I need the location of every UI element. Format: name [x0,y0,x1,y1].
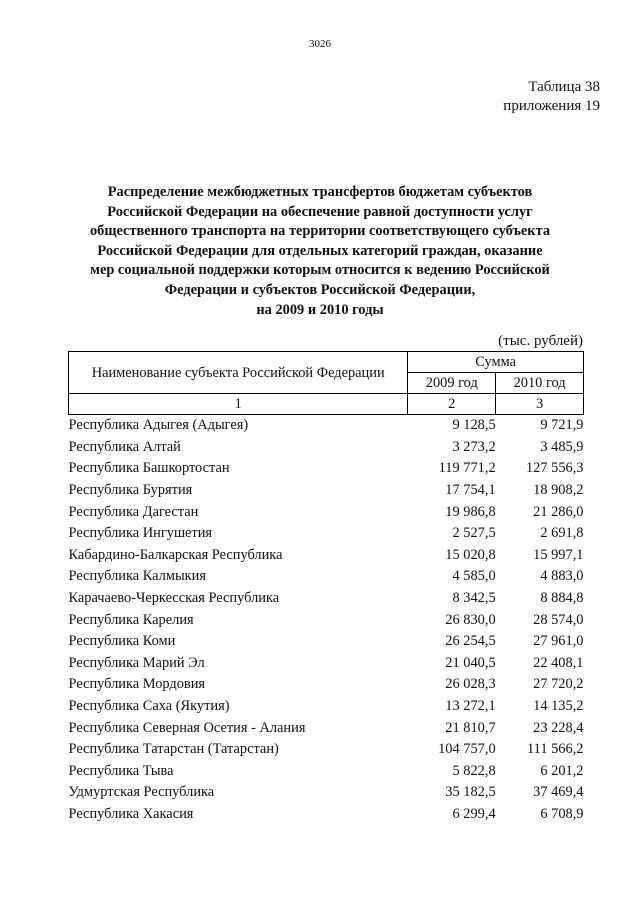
region-name-cell: Кабардино-Балкарская Республика [68,546,283,563]
amount-2009-cell: 21 040,5 [445,654,496,671]
table-row [69,761,584,783]
amount-2009-cell: 3 273,2 [452,438,496,455]
table-reference-line-2: приложения 19 [503,98,600,114]
table-row [69,653,584,675]
amount-2010-cell: 27 720,2 [533,676,584,693]
amount-2009-cell: 15 020,8 [445,546,496,563]
amount-2009-cell: 6 299,4 [452,805,496,822]
amount-2010-cell: 9 721,9 [540,417,584,434]
amount-2010-cell: 15 997,1 [533,546,584,563]
header-sum: Сумма [408,352,584,373]
region-name-cell: Республика Карелия [68,611,194,628]
amount-2009-cell: 2 527,5 [452,525,496,542]
region-name-cell: Республика Коми [68,633,176,650]
table-row [69,588,584,610]
title-line: Российской Федерации на обеспечение равной доступности услуг [107,203,533,220]
region-name-cell: Удмуртская Республика [68,784,215,801]
amount-2010-cell: 111 566,2 [527,741,584,758]
region-name-cell: Республика Калмыкия [68,568,206,585]
table-row [69,782,584,804]
table-row [69,501,584,523]
table-body [69,415,584,826]
header-col-number-3: 3 [496,394,584,415]
page-number: 3026 [309,38,331,50]
amount-2009-cell: 104 757,0 [438,741,496,758]
header-year-2010: 2010 год [496,373,584,394]
amount-2010-cell: 27 961,0 [533,633,584,650]
amount-2010-cell: 3 485,9 [540,438,584,455]
table-row [69,804,584,826]
amount-2010-cell: 8 884,8 [540,590,584,607]
transfers-table [68,351,584,825]
title-line: мер социальной поддержки которым относится к ведению Российской [90,262,550,279]
amount-2010-cell: 18 908,2 [533,482,584,499]
region-name-cell: Республика Мордовия [68,676,206,693]
title-line: Российской Федерации для отдельных категорий граждан, оказание [97,242,543,259]
table-row [69,717,584,739]
amount-2009-cell: 26 254,5 [445,633,496,650]
region-name-cell: Республика Алтай [68,438,181,455]
amount-2009-cell: 35 182,5 [445,784,496,801]
amount-2010-cell: 4 883,0 [540,568,584,585]
amount-2010-cell: 21 286,0 [533,503,584,520]
region-name-cell: Республика Марий Эл [68,654,205,671]
region-name-cell: Республика Башкортостан [68,460,230,477]
units-label: (тыс. рублей) [498,333,583,349]
amount-2010-cell: 28 574,0 [533,611,584,628]
region-name-cell: Республика Северная Осетия - Алания [68,719,306,736]
table-row [69,674,584,696]
amount-2009-cell: 9 128,5 [452,417,496,434]
table-row [69,437,584,459]
amount-2009-cell: 26 830,0 [445,611,496,628]
table-row [69,631,584,653]
amount-2009-cell: 4 585,0 [452,568,496,585]
table-row [69,739,584,761]
region-name-cell: Республика Татарстан (Татарстан) [68,741,279,758]
table-row [69,458,584,480]
table-row [69,609,584,631]
header-col-number-1: 1 [69,394,408,415]
amount-2010-cell: 22 408,1 [533,654,584,671]
amount-2009-cell: 21 810,7 [445,719,496,736]
amount-2009-cell: 19 986,8 [445,503,496,520]
document-title [60,183,580,320]
header-col-number-2: 2 [408,394,496,415]
amount-2009-cell: 119 771,2 [438,460,496,477]
amount-2010-cell: 6 708,9 [540,805,584,822]
title-line: Распределение межбюджетных трансфертов бюджетам субъектов [107,184,533,200]
table-row [69,566,584,588]
table-row [69,523,584,545]
header-region-name: Наименование субъекта Российской Федерации [69,352,408,394]
amount-2009-cell: 17 754,1 [445,482,496,499]
table-reference-line-1: Таблица 38 [528,79,600,95]
table-row [69,480,584,502]
region-name-cell: Республика Дагестан [68,503,199,520]
amount-2010-cell: 2 691,8 [540,525,584,542]
amount-2009-cell: 13 272,1 [445,698,496,715]
header-year-2009: 2009 год [408,373,496,394]
region-name-cell: Республика Бурятия [68,482,193,499]
amount-2010-cell: 23 228,4 [533,719,584,736]
region-name-cell: Республика Ингушетия [68,525,213,542]
table-reference [503,78,600,116]
region-name-cell: Карачаево-Черкесская Республика [68,590,280,607]
amount-2010-cell: 37 469,4 [533,784,584,801]
table-row [69,545,584,567]
title-line: Федерации и субъектов Российской Федерации, [164,281,476,298]
title-line: на 2009 и 2010 годы [256,301,384,318]
table-row [69,415,584,437]
amount-2009-cell: 8 342,5 [452,590,496,607]
region-name-cell: Республика Хакасия [68,805,194,822]
amount-2009-cell: 5 822,8 [452,762,496,779]
region-name-cell: Республика Тыва [68,762,174,779]
amount-2010-cell: 14 135,2 [533,698,584,715]
title-line: общественного транспорта на территории соответствующего субъекта [89,223,551,240]
amount-2009-cell: 26 028,3 [445,676,496,693]
table-row [69,696,584,718]
region-name-cell: Республика Адыгея (Адыгея) [68,417,249,434]
region-name-cell: Республика Саха (Якутия) [68,698,230,715]
amount-2010-cell: 127 556,3 [525,460,584,477]
amount-2010-cell: 6 201,2 [540,762,584,779]
